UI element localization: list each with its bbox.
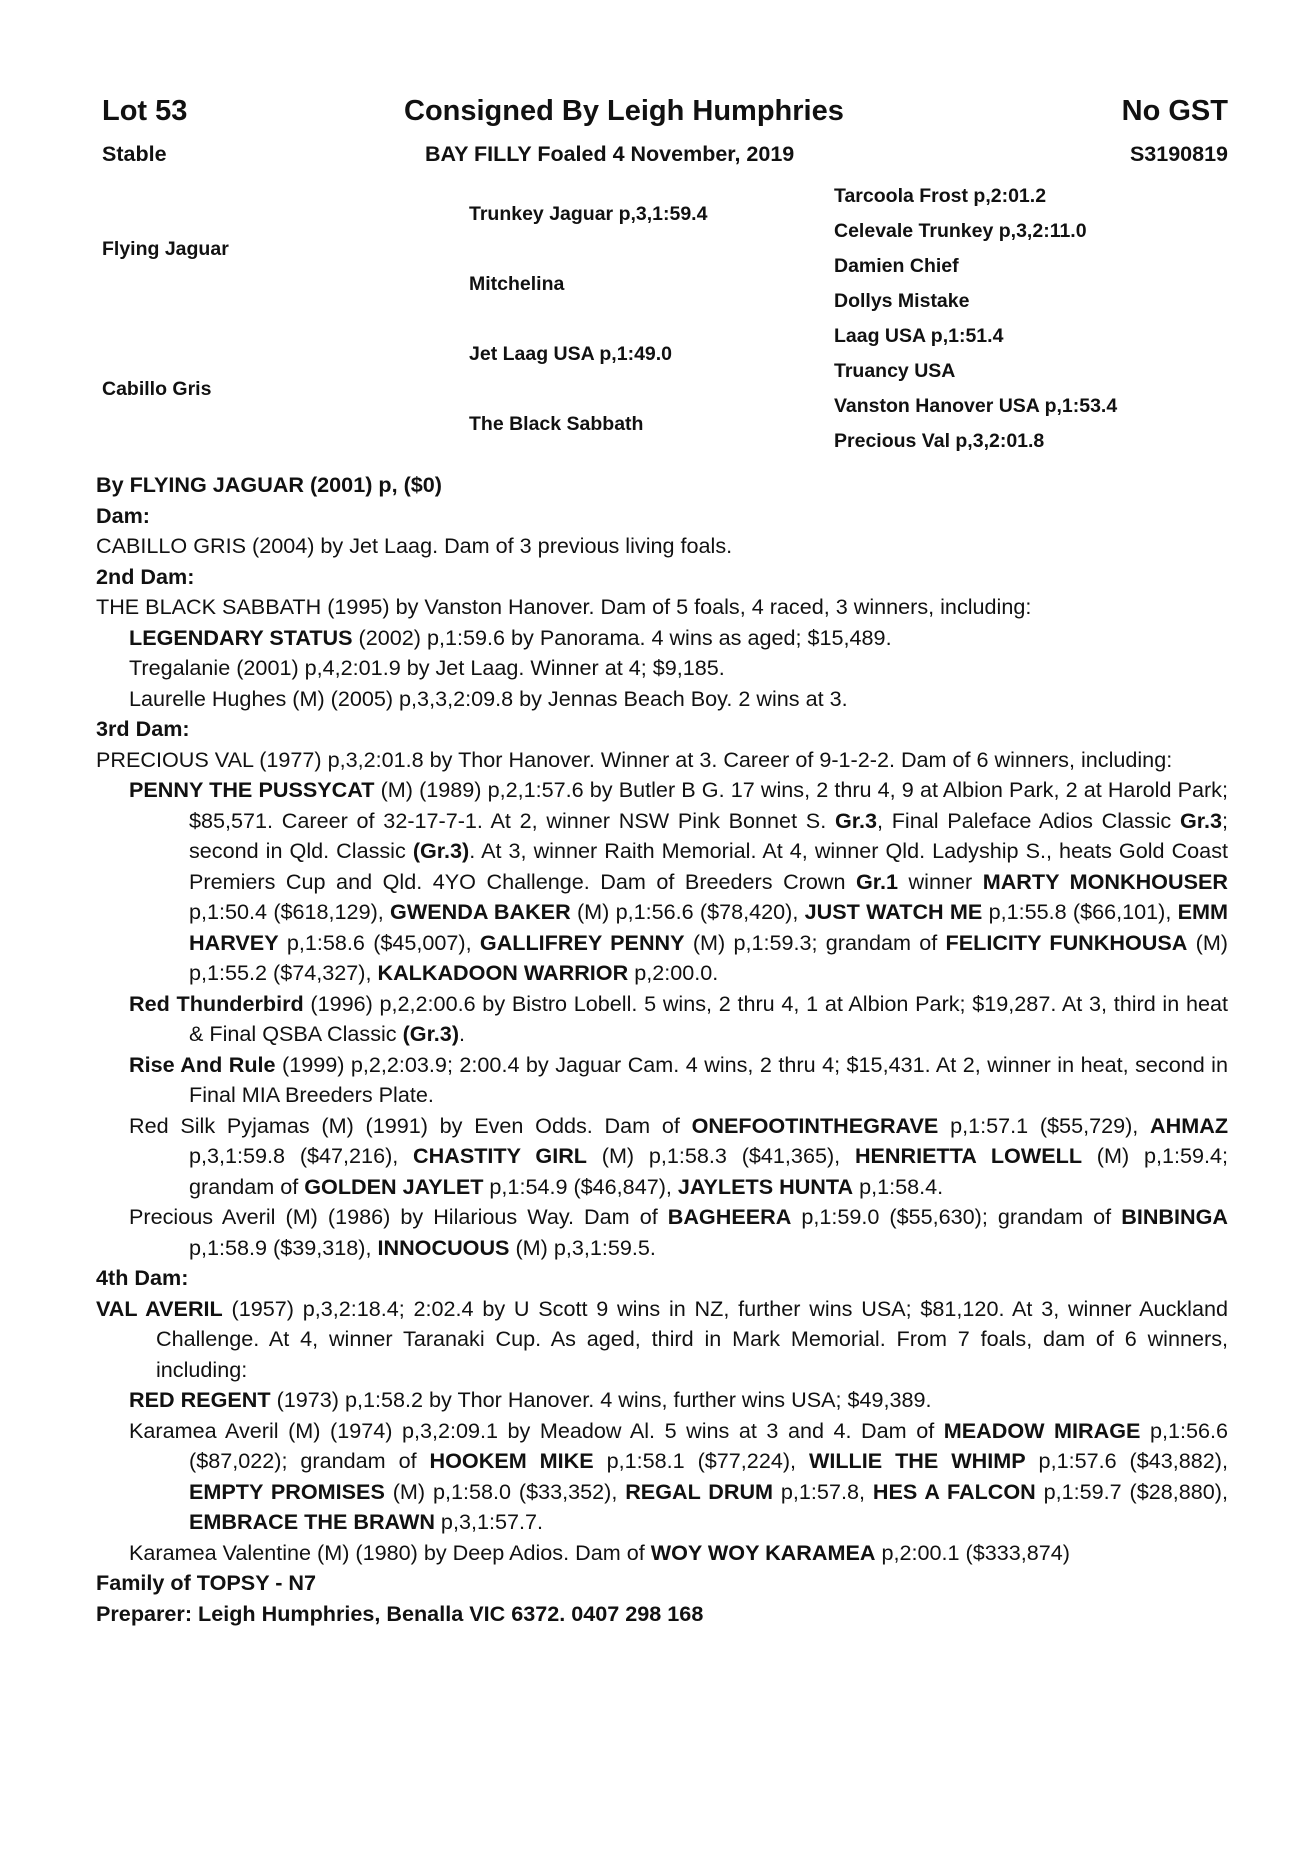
- text-run: p,1:57.8,: [773, 1478, 873, 1504]
- text-run: (M) p,1:58.0 ($33,352),: [384, 1478, 626, 1504]
- text-run: Precious Averil (M) (1986) by Hilarious Way. Dam of: [129, 1204, 668, 1229]
- pedigree-g3-6: Truancy USA: [834, 360, 956, 382]
- offspring-red-thunderbird: [96, 989, 1228, 1050]
- text-run: .: [459, 1021, 466, 1046]
- horse-name: FELICITY FUNKHOUSA: [945, 929, 1188, 955]
- horse-name: REGAL DRUM: [625, 1478, 774, 1504]
- pedigree-g3-8: Precious Val p,3,2:01.8: [834, 430, 1045, 452]
- third-dam-text: [96, 745, 1228, 776]
- preparer-line: Preparer: Leigh Humphries, Benalla VIC 6372. 0407 298 168: [96, 1600, 704, 1626]
- text-run: (M) p,1:56.6 ($78,420),: [570, 899, 805, 924]
- horse-name: CHASTITY GIRL: [413, 1143, 587, 1168]
- text-run: (1957) p,3,2:18.4; 2:02.4 by U Scott 9 wins in NZ, further wins USA; $81,120. At 3, winner Auckland Challenge. At 4, winner Taranaki Cup. As aged, third in Mark Memorial. From 7 foals, dam of 6 winners, including:: [156, 1295, 1228, 1382]
- text-run: (M) p,1:58.3 ($41,365),: [586, 1143, 855, 1168]
- lot-number: Lot 53: [102, 95, 188, 127]
- text-run: p,1:57.1 ($55,729),: [938, 1112, 1151, 1138]
- offspring-laurelle-hughes: [96, 684, 1228, 715]
- pedigree-sire-sire: Trunkey Jaguar p,3,1:59.4: [469, 203, 708, 225]
- text-run: PRECIOUS VAL (1977) p,3,2:01.8 by Thor Hanover. Winner at 3. Career of 9-1-2-2. Dam of 6 winners, including:: [96, 746, 1173, 772]
- pedigree-dam-dam: The Black Sabbath: [469, 413, 644, 435]
- text-run: winner: [898, 868, 983, 894]
- text-run: p,2:00.1 ($333,874): [875, 1539, 1070, 1565]
- text-run: p,1:59.0 ($55,630); grandam of: [791, 1204, 1122, 1229]
- text-run: ; second in Qld. Classic: [189, 807, 1229, 863]
- text-run: THE BLACK SABBATH (1995) by Vanston Hanover. Dam of 5 foals, 4 raced, 3 winners, including:: [96, 594, 1032, 619]
- text-run: (M) (1989) p,2,1:57.6 by Butler B G. 17 wins, 2 thru 4, 9 at Albion Park, 2 at Harold Park; $85,571. Career of 32-17-7-1. At 2, winner NSW Pink Bonnet S.: [189, 777, 1228, 833]
- text-run: p,1:58.6 ($45,007),: [278, 929, 480, 955]
- text-run: p,1:59.7 ($28,880),: [1035, 1478, 1228, 1504]
- consignor-title: Consigned By Leigh Humphries: [404, 95, 844, 127]
- second-dam-text: [96, 592, 1228, 623]
- third-dam-heading: 3rd Dam:: [96, 716, 190, 741]
- horse-name: RED REGENT: [129, 1387, 271, 1412]
- text-run: (M) p,1:55.2 ($74,327),: [189, 929, 1228, 985]
- pedigree-g3-1: Tarcoola Frost p,2:01.2: [834, 185, 1047, 207]
- stable-label: Stable: [102, 142, 167, 166]
- offspring-karamea-valentine: [96, 1538, 1228, 1569]
- text-run: (1996) p,2,2:00.6 by Bistro Lobell. 5 wins, 2 thru 4, 1 at Albion Park; $19,287. At 3, third in heat & Final QSBA Classic: [189, 990, 1228, 1046]
- text-run: p,3,1:57.7.: [434, 1509, 543, 1534]
- text-run: (M) p,1:59.3; grandam of: [684, 929, 946, 955]
- text-run: (1973) p,1:58.2 by Thor Hanover. 4 wins, further wins USA; $49,389.: [270, 1387, 932, 1412]
- offspring-precious-averil: [96, 1202, 1228, 1263]
- horse-name: GOLDEN JAYLET: [304, 1173, 484, 1199]
- text-run: , Final Paleface Adios Classic: [877, 807, 1180, 833]
- horse-name: KALKADOON WARRIOR: [377, 960, 629, 985]
- horse-name: (Gr.3): [412, 838, 470, 863]
- text-run: Karamea Averil (M) (1974) p,3,2:09.1 by Meadow Al. 5 wins at 3 and 4. Dam of: [129, 1417, 944, 1443]
- pedigree-dam: Cabillo Gris: [102, 378, 212, 400]
- lot-code: S3190819: [1129, 142, 1228, 166]
- horse-name: Rise And Rule: [129, 1051, 276, 1077]
- horse-name: HES A FALCON: [872, 1478, 1036, 1504]
- horse-name: VAL AVERIL: [96, 1295, 223, 1321]
- pedigree-sire-dam: Mitchelina: [469, 273, 565, 295]
- horse-name: MEADOW MIRAGE: [943, 1417, 1141, 1443]
- text-run: p,1:57.6 ($43,882),: [1025, 1448, 1228, 1473]
- horse-name: WOY WOY KARAMEA: [650, 1539, 876, 1565]
- pedigree-g3-4: Dollys Mistake: [834, 290, 970, 312]
- offspring-tregalanie: [96, 653, 1228, 684]
- horse-name: BAGHEERA: [667, 1204, 792, 1229]
- dam-heading: Dam:: [96, 502, 150, 528]
- text-run: p,1:58.1 ($77,224),: [593, 1448, 809, 1473]
- horse-name: Gr.3: [834, 807, 877, 833]
- fourth-dam-text: [96, 1294, 1228, 1386]
- pedigree-g3-7: Vanston Hanover USA p,1:53.4: [834, 395, 1118, 417]
- text-run: p,1:56.6 ($87,022); grandam of: [189, 1417, 1228, 1473]
- gst-status: No GST: [1121, 95, 1228, 127]
- offspring-red-regent: [96, 1385, 1228, 1416]
- horse-name: EMBRACE THE BRAWN: [189, 1509, 435, 1534]
- horse-name: ONEFOOTINTHEGRAVE: [691, 1112, 939, 1138]
- text-run: p,1:58.9 ($39,318),: [189, 1234, 378, 1260]
- pedigree-g3-2: Celevale Trunkey p,3,2:11.0: [834, 220, 1087, 242]
- text-run: (2002) p,1:59.6 by Panorama. 4 wins as aged; $15,489.: [352, 624, 892, 650]
- text-run: (M) p,3,1:59.5.: [509, 1234, 656, 1260]
- text-run: p,1:55.8 ($66,101),: [982, 899, 1178, 924]
- pedigree-g3-3: Damien Chief: [834, 255, 959, 277]
- horse-name: HOOKEM MIKE: [429, 1448, 594, 1473]
- horse-description: BAY FILLY Foaled 4 November, 2019: [425, 142, 795, 166]
- fourth-dam-heading: 4th Dam:: [96, 1265, 189, 1290]
- horse-name: LEGENDARY STATUS: [129, 624, 353, 650]
- pedigree-dam-sire: Jet Laag USA p,1:49.0: [469, 343, 673, 365]
- horse-name: MARTY MONKHOUSER: [982, 868, 1228, 894]
- horse-name: EMPTY PROMISES: [189, 1478, 385, 1504]
- offspring-karamea-averil: [96, 1416, 1228, 1538]
- horse-name: BINBINGA: [1121, 1204, 1228, 1229]
- text-run: p,3,1:59.8 ($47,216),: [189, 1143, 414, 1168]
- catalogue-body: [96, 470, 1228, 1629]
- offspring-rise-and-rule: [96, 1050, 1228, 1111]
- text-run: (1999) p,2,2:03.9; 2:00.4 by Jaguar Cam. 4 wins, 2 thru 4; $15,431. At 2, winner in heat, second in Final MIA Breeders Plate.: [189, 1051, 1228, 1107]
- text-run: . At 3, winner Raith Memorial. At 4, winner Qld. Ladyship S., heats Gold Coast Premiers Cup and Qld. 4YO Challenge. Dam of Breeders Crown: [189, 838, 1228, 894]
- text-run: Laurelle Hughes (M) (2005) p,3,3,2:09.8 by Jennas Beach Boy. 2 wins at 3.: [129, 685, 848, 711]
- horse-name: GWENDA BAKER: [390, 899, 571, 924]
- text-run: p,2:00.0.: [628, 960, 719, 985]
- horse-name: AHMAZ: [1150, 1112, 1229, 1138]
- offspring-legendary-status: [96, 623, 1228, 654]
- by-line: By FLYING JAGUAR (2001) p, ($0): [96, 472, 442, 497]
- horse-name: JAYLETS HUNTA: [677, 1173, 854, 1199]
- text-run: p,1:50.4 ($618,129),: [189, 899, 391, 924]
- horse-name: HENRIETTA LOWELL: [854, 1143, 1083, 1168]
- text-run: p,1:58.4.: [853, 1173, 944, 1199]
- horse-name: Red Thunderbird: [129, 990, 304, 1016]
- horse-name: EMM HARVEY: [189, 899, 1229, 955]
- family-line: Family of TOPSY - N7: [96, 1570, 316, 1595]
- offspring-red-silk-pyjamas: [96, 1111, 1228, 1203]
- horse-name: GALLIFREY PENNY: [479, 929, 685, 955]
- horse-name: (Gr.3): [402, 1021, 460, 1046]
- text-run: Red Silk Pyjamas (M) (1991) by Even Odds. Dam of: [129, 1112, 692, 1138]
- text-run: p,1:54.9 ($46,847),: [483, 1173, 678, 1199]
- horse-name: Gr.3: [1179, 807, 1223, 833]
- text-run: Tregalanie (2001) p,4,2:01.9 by Jet Laag. Winner at 4; $9,185.: [129, 655, 725, 680]
- pedigree-g3-5: Laag USA p,1:51.4: [834, 325, 1004, 347]
- horse-name: Gr.1: [856, 868, 899, 894]
- horse-name: JUST WATCH ME: [804, 899, 983, 924]
- second-dam-heading: 2nd Dam:: [96, 563, 195, 589]
- text-run: Karamea Valentine (M) (1980) by Deep Adios. Dam of: [129, 1539, 651, 1565]
- offspring-penny-the-pussycat: [96, 775, 1228, 989]
- pedigree-sire: Flying Jaguar: [102, 238, 229, 260]
- text-run: (M) p,1:59.4; grandam of: [189, 1143, 1228, 1199]
- horse-name: INNOCUOUS: [377, 1234, 510, 1260]
- horse-name: WILLIE THE WHIMP: [808, 1448, 1026, 1473]
- horse-name: PENNY THE PUSSYCAT: [129, 777, 375, 802]
- dam-text: CABILLO GRIS (2004) by Jet Laag. Dam of 3 previous living foals.: [96, 533, 733, 558]
